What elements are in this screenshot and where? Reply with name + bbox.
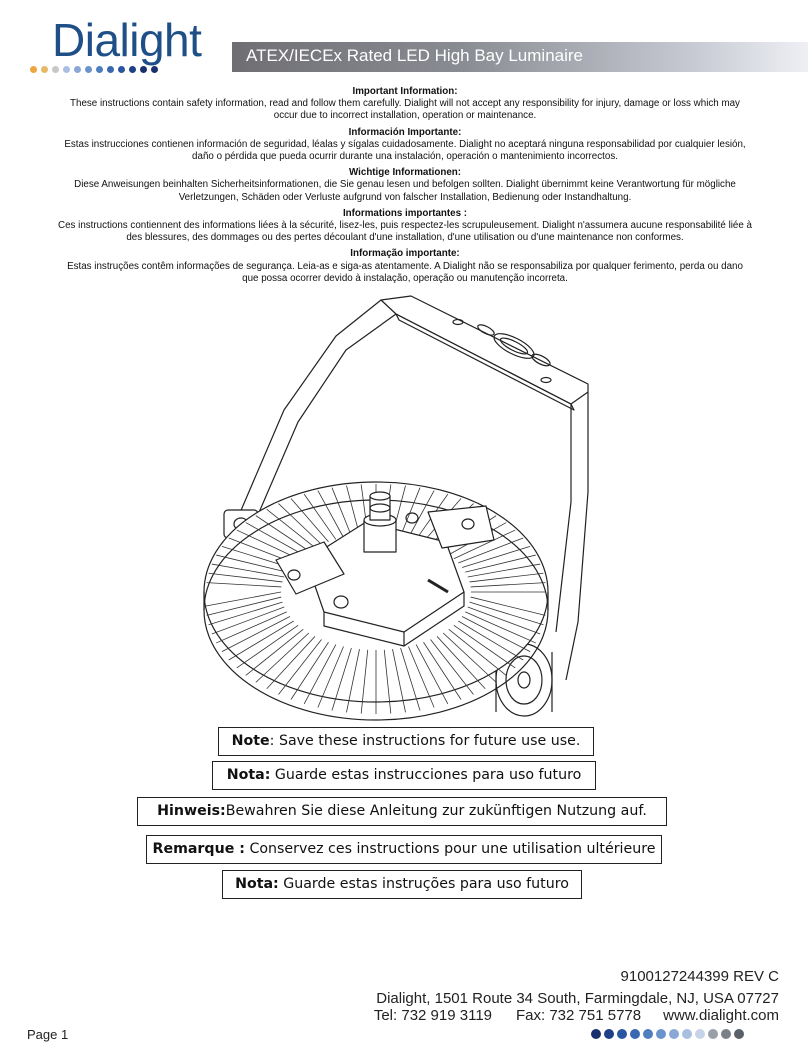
logo-dots [30, 66, 158, 73]
note-label: Note [231, 733, 270, 749]
note-label: Hinweis: [157, 803, 226, 819]
info-line: des blessures, des dommages ou des pertes découlant d'une installation, d'une utilisation ou d'une maintenance non conformes. [126, 232, 684, 244]
info-line: Estas instruções contêm informações de segurança. Leia-as e siga-as atentamente. A Dialight não se responsabiliza por qualquer ferimento, perda ou dano [67, 260, 743, 272]
footer-dot [721, 1029, 731, 1039]
contact-line [374, 1007, 779, 1024]
note-text: Bewahren Sie diese Anleitung zur zukünftigen Nutzung auf. [225, 803, 647, 819]
telephone: Tel: 732 919 3119 [373, 1007, 492, 1024]
note-pt [222, 870, 582, 899]
footer-dot [656, 1029, 666, 1039]
footer-dot [734, 1029, 744, 1039]
logo-wordmark: Dialight [52, 14, 202, 66]
note-label: Nota: [235, 876, 279, 892]
note-text: Conservez ces instructions pour une utilisation ultérieure [244, 841, 656, 857]
footer-dot [630, 1029, 640, 1039]
footer-dot [708, 1029, 718, 1039]
dialight-logo [22, 10, 227, 72]
info-line: Verletzungen, Schäden oder Verluste aufgrund von falscher Installation, Bedienung oder Instandhaltung. [178, 191, 632, 203]
note-text: Guarde estas instruções para uso futuro [278, 876, 569, 892]
info-heading-es: Información Importante: [348, 126, 462, 138]
important-information [30, 84, 780, 285]
note-fr [146, 835, 662, 864]
note-en [218, 727, 594, 756]
note-text: Guarde estas instrucciones para uso futuro [270, 767, 582, 783]
note-label: Remarque : [152, 841, 245, 857]
info-line: These instructions contain safety information, read and follow them carefully. Dialight will not accept any responsibility for injury, damage or loss which may [70, 98, 740, 110]
footer-dot [682, 1029, 692, 1039]
footer-dot [643, 1029, 653, 1039]
info-heading-de: Wichtige Informationen: [348, 167, 462, 179]
note-de [137, 797, 667, 826]
info-line: Estas instrucciones contienen información de seguridad, léalas y sígalas cuidadosamente. Dialight no aceptará ninguna responsabilidad por cualquier lesión, [64, 138, 746, 150]
document-number: 9100127244399 REV C [620, 968, 779, 985]
footer-dot [695, 1029, 705, 1039]
company-address: Dialight, 1501 Route 34 South, Farmingdale, NJ, USA 07727 [376, 990, 779, 1007]
note-text: : Save these instructions for future use use. [269, 733, 581, 749]
footer-dots [591, 1029, 744, 1039]
info-line: Diese Anweisungen beinhalten Sicherheitsinformationen, die Sie genau lesen und befolgen sollten. Dialight übernimmt keine Verantwortung für mögliche [74, 179, 736, 191]
info-line: occur due to incorrect installation, operation or maintenance. [273, 110, 537, 122]
website-link[interactable]: www.dialight.com [663, 1007, 779, 1024]
page-number: Page 1 [27, 1027, 69, 1042]
info-line: daño o pérdida que pueda ocurrir durante una instalación, operación o mantenimiento incorrectos. [192, 151, 618, 163]
info-line: Ces instructions contiennent des informations liées à la sécurité, lisez-les, puis respectez-les scrupuleusement. Dialight n'assumera aucune responsabilité liée à [58, 220, 752, 232]
luminaire-drawing [196, 292, 616, 724]
footer-dot [604, 1029, 614, 1039]
footer-dot [591, 1029, 601, 1039]
fax: Fax: 732 751 5778 [516, 1007, 642, 1024]
footer-dot [669, 1029, 679, 1039]
note-label: Nota: [226, 767, 271, 783]
document-title: ATEX/IECEx Rated LED High Bay Luminaire [246, 46, 583, 65]
note-es [212, 761, 596, 790]
info-heading-fr: Informations importantes : [342, 207, 468, 219]
info-heading-en: Important Information: [352, 86, 458, 97]
info-line: que possa ocorrer devido à instalação, operação ou manutenção incorreta. [242, 272, 568, 284]
footer-dot [617, 1029, 627, 1039]
info-heading-pt: Informação importante: [350, 248, 460, 260]
title-bar [232, 42, 808, 72]
